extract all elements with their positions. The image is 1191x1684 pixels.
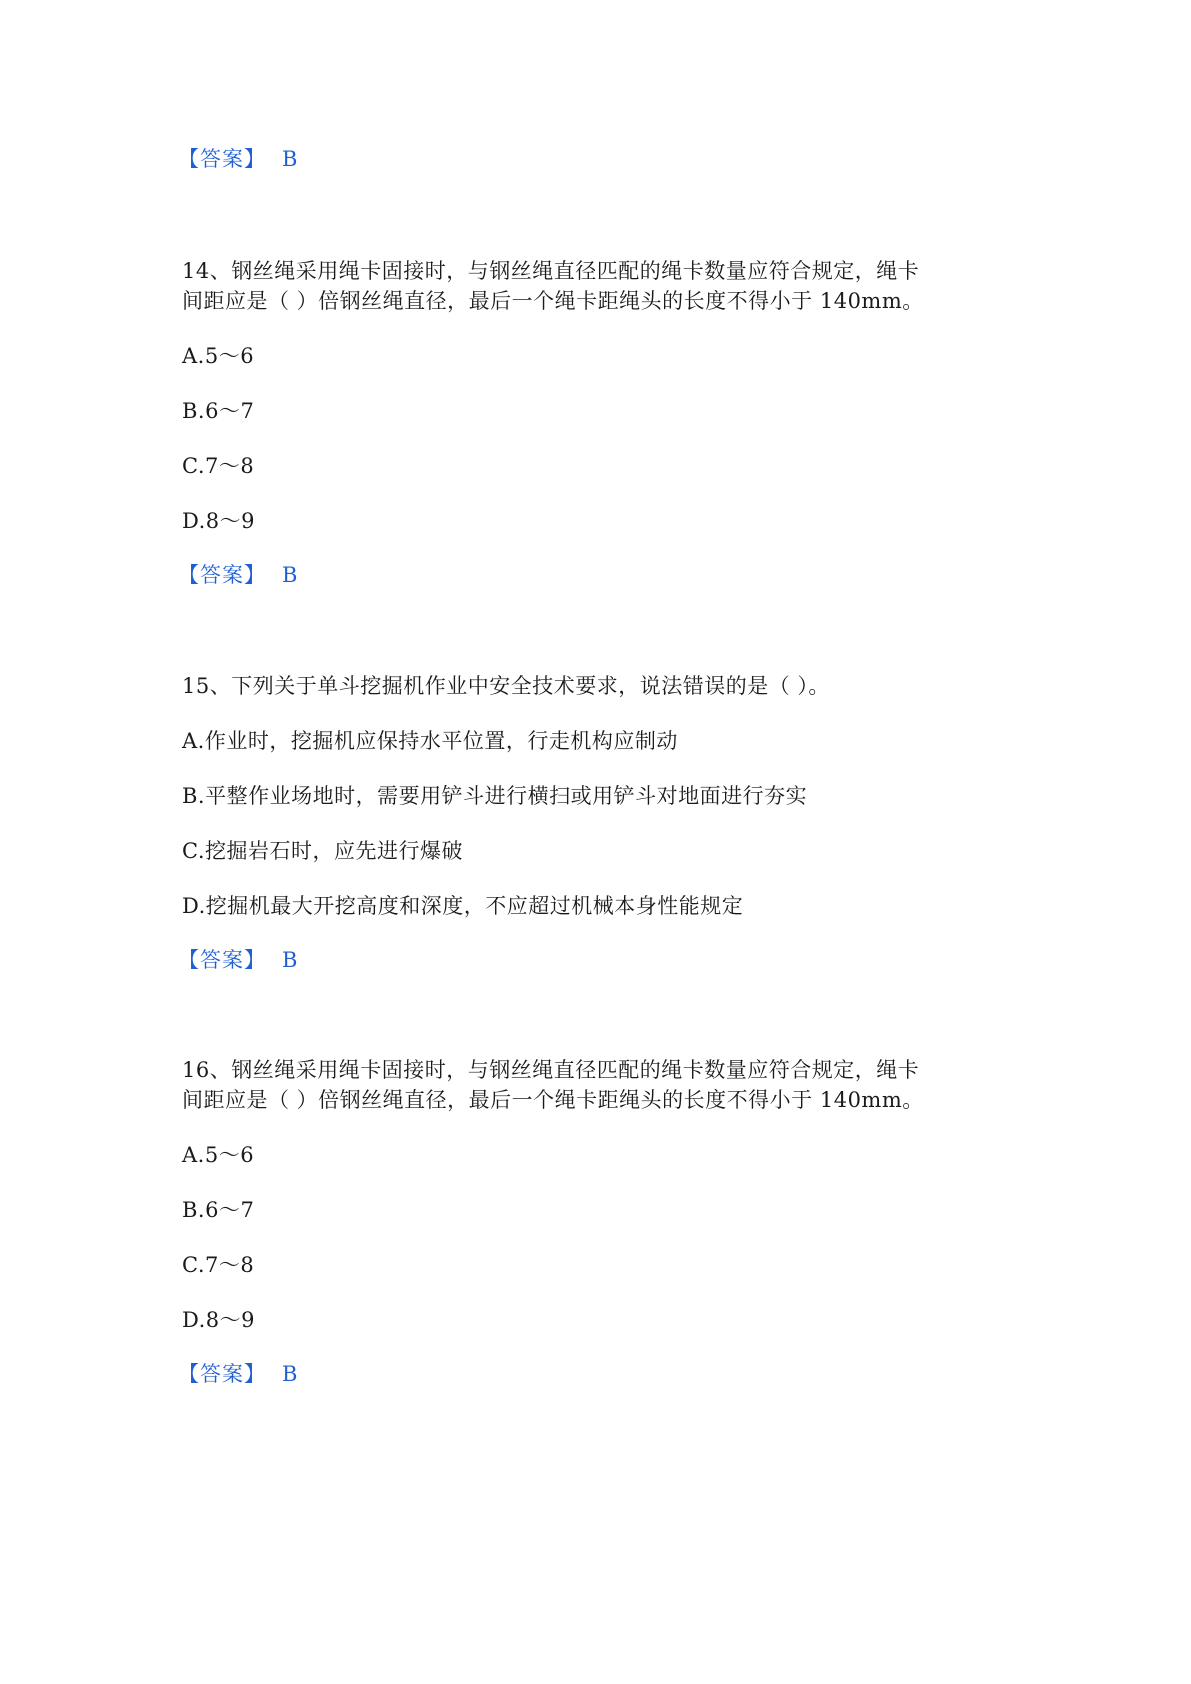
question-14-option-d: D.8～9 <box>182 509 255 533</box>
question-14-answer <box>178 560 297 590</box>
answer-line <box>178 144 297 174</box>
question-14-text-line-2: 间距应是（ ）倍钢丝绳直径，最后一个绳卡距绳头的长度不得小于 140mm。 <box>182 289 924 313</box>
answer-label: 【答案】 <box>178 147 266 171</box>
answer-label: 【答案】 <box>178 563 266 587</box>
answer-value: B <box>282 147 298 171</box>
question-14-option-b: B.6～7 <box>182 399 255 423</box>
question-16-option-d: D.8～9 <box>182 1308 255 1332</box>
question-14-option-c: C.7～8 <box>182 454 255 478</box>
question-16-text-line-2: 间距应是（ ）倍钢丝绳直径，最后一个绳卡距绳头的长度不得小于 140mm。 <box>182 1088 924 1112</box>
question-14-option-a: A.5～6 <box>182 344 255 368</box>
question-16-option-c: C.7～8 <box>182 1253 255 1277</box>
answer-label: 【答案】 <box>178 1362 266 1386</box>
question-15-answer <box>178 945 297 975</box>
question-14-text-line-1: 14、钢丝绳采用绳卡固接时，与钢丝绳直径匹配的绳卡数量应符合规定，绳卡 <box>182 259 920 283</box>
question-15-text: 15、下列关于单斗挖掘机作业中安全技术要求，说法错误的是（ ）。 <box>182 674 830 698</box>
answer-value: B <box>282 948 298 972</box>
question-15-option-d: D.挖掘机最大开挖高度和深度，不应超过机械本身性能规定 <box>182 894 744 918</box>
question-15-option-b: B.平整作业场地时，需要用铲斗进行横扫或用铲斗对地面进行夯实 <box>182 784 808 808</box>
question-15-option-a: A.作业时，挖掘机应保持水平位置，行走机构应制动 <box>182 729 678 753</box>
answer-value: B <box>282 1362 298 1386</box>
question-16-answer <box>178 1359 297 1389</box>
question-16-option-b: B.6～7 <box>182 1198 255 1222</box>
question-15-option-c: C.挖掘岩石时，应先进行爆破 <box>182 839 463 863</box>
question-16-option-a: A.5～6 <box>182 1143 255 1167</box>
answer-value: B <box>282 563 298 587</box>
answer-label: 【答案】 <box>178 948 266 972</box>
question-16-text-line-1: 16、钢丝绳采用绳卡固接时，与钢丝绳直径匹配的绳卡数量应符合规定，绳卡 <box>182 1058 920 1082</box>
